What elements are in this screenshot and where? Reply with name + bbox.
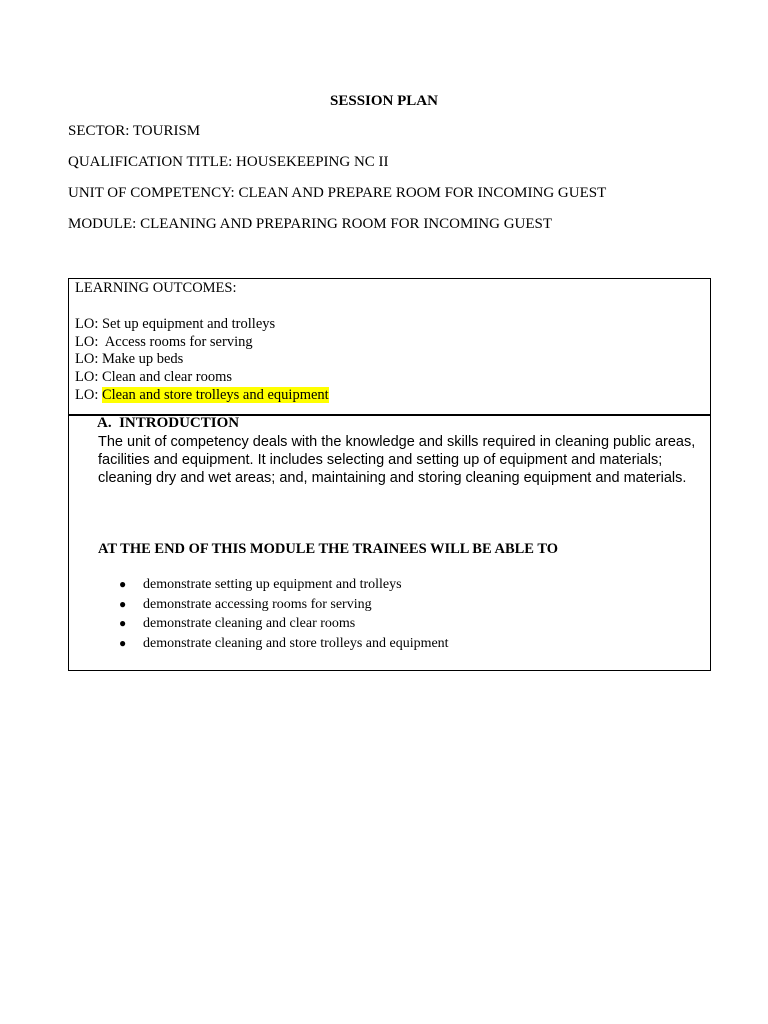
bullet-icon: ● <box>119 635 127 650</box>
learning-outcome-item <box>75 334 329 352</box>
learning-outcome-item <box>75 316 329 334</box>
lo-text: Set up equipment and trolleys <box>101 316 276 332</box>
objective-text: demonstrate accessing rooms for serving <box>143 596 372 612</box>
module-objectives-list <box>119 575 449 653</box>
learning-outcome-item <box>75 369 329 387</box>
lo-prefix: LO: <box>75 351 102 368</box>
lo-text: Access rooms for serving <box>101 333 253 350</box>
sector-line: SECTOR: TOURISM <box>68 123 201 139</box>
learning-outcomes-box <box>68 278 711 416</box>
introduction-box <box>68 414 711 671</box>
lo-prefix: LO: <box>75 386 102 403</box>
objective-text: demonstrate cleaning and clear rooms <box>143 616 356 631</box>
learning-outcome-item <box>75 351 329 369</box>
objective-item <box>119 575 449 595</box>
lo-prefix: LO: <box>75 333 102 350</box>
document-title: SESSION PLAN <box>330 93 438 109</box>
module-line: MODULE: CLEANING AND PREPARING ROOM FOR INCOMING GUEST <box>68 216 553 232</box>
objective-text: demonstrate setting up equipment and trolleys <box>143 577 402 592</box>
qualification-line: QUALIFICATION TITLE: HOUSEKEEPING NC II <box>68 154 389 170</box>
lo-prefix: LO: <box>75 316 102 332</box>
lo-text: Clean and clear rooms <box>101 369 233 386</box>
bullet-icon: ● <box>119 577 127 591</box>
lo-text-highlighted: Clean and store trolleys and equipment <box>101 386 329 403</box>
lo-prefix: LO: <box>75 369 102 386</box>
bullet-icon: ● <box>119 616 127 630</box>
bullet-icon: ● <box>119 596 127 611</box>
lo-text: Make up beds <box>101 351 184 368</box>
objective-item <box>119 614 449 634</box>
objective-item <box>119 595 449 615</box>
objective-item <box>119 634 449 654</box>
objective-text: demonstrate cleaning and store trolleys and equipment <box>143 635 449 651</box>
unit-of-competency-line: UNIT OF COMPETENCY: CLEAN AND PREPARE ROOM FOR INCOMING GUEST <box>68 185 607 201</box>
module-objectives-heading: AT THE END OF THIS MODULE THE TRAINEES WILL BE ABLE TO <box>98 541 559 557</box>
learning-outcomes-list <box>75 316 329 405</box>
introduction-heading: A. INTRODUCTION <box>97 415 240 431</box>
introduction-paragraph: The unit of competency deals with the knowledge and skills required in cleaning public areas, facilities and equipment. It includes selecting and setting up of equipment and materials; cleaning dry and wet areas; and, maintaining and storing cleaning equipment and materials. <box>98 434 696 486</box>
learning-outcomes-heading: LEARNING OUTCOMES: <box>75 280 237 296</box>
learning-outcome-item <box>75 387 329 405</box>
